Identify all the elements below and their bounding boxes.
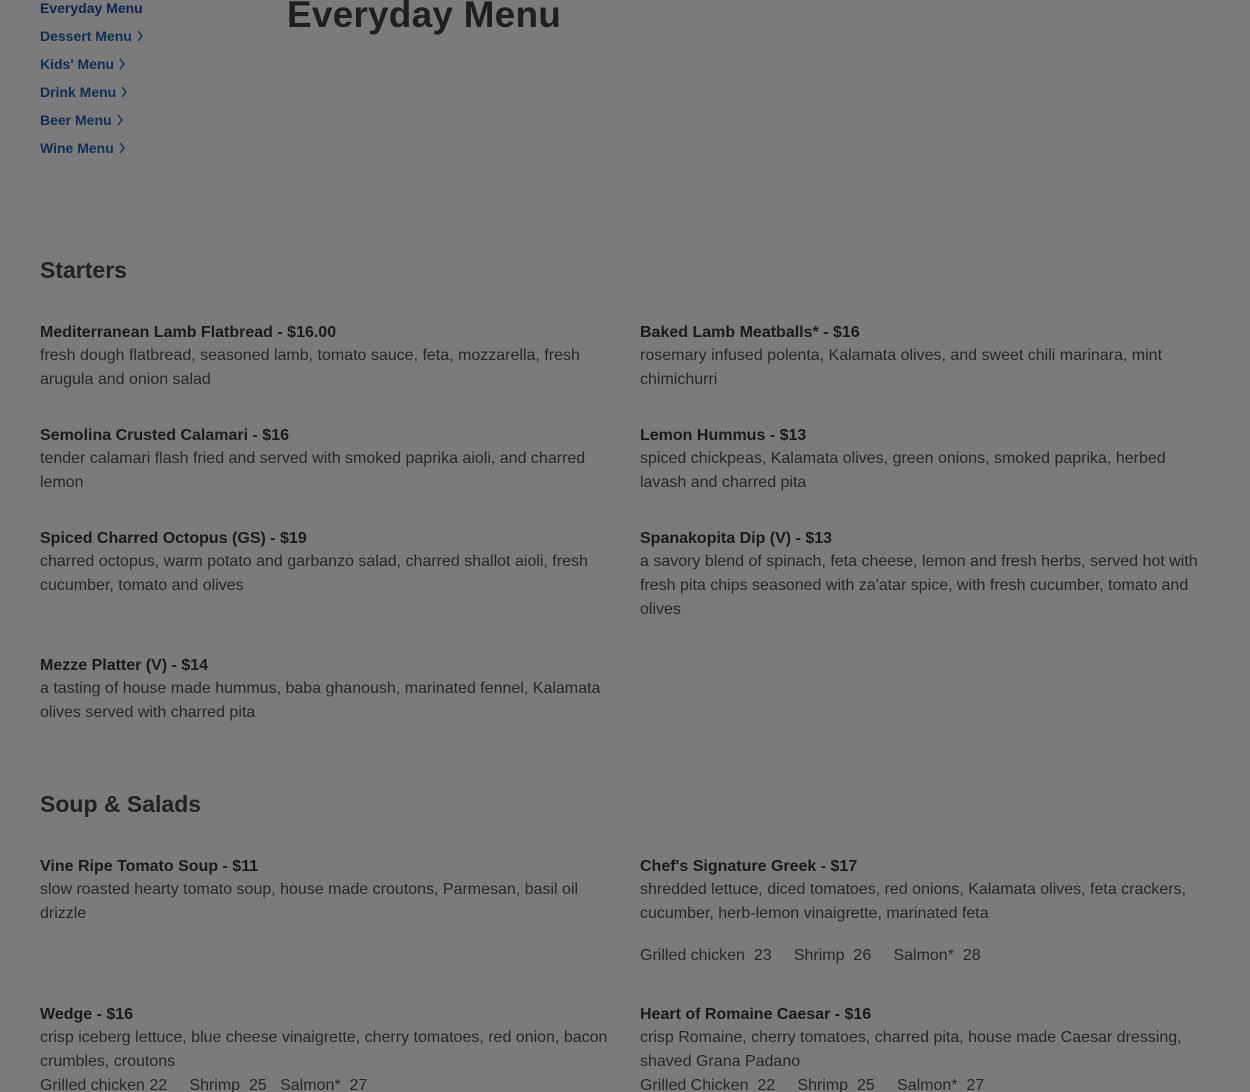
section-heading-soup-salads: Soup & Salads [40, 791, 202, 817]
menu-item-title: Baked Lamb Meatballs* - $16 [640, 324, 860, 341]
menu-item-title: Chef's Signature Greek - $17 [640, 858, 858, 875]
chevron-right-icon [116, 114, 124, 126]
menu-item-title: Semolina Crusted Calamari - $16 [40, 427, 289, 444]
menu-item [40, 856, 610, 926]
menu-item [640, 856, 1210, 968]
nav-item-label: Dessert Menu [40, 28, 132, 44]
menu-nav [40, 0, 144, 162]
menu-item-addons: Grilled chicken 23 Shrimp 26 Salmon* 28 [640, 947, 981, 964]
menu-item-description: slow roasted hearty tomato soup, house made croutons, Parmesan, basil oil drizzle [40, 881, 579, 922]
menu-item-description: crisp iceberg lettuce, blue cheese vinaigrette, cherry tomatoes, red onion, bacon crumbles, croutons [40, 1029, 608, 1070]
menu-item-description: shredded lettuce, diced tomatoes, red onions, Kalamata olives, feta crackers, cucumber, herb-lemon vinaigrette, marinated feta [640, 881, 1187, 922]
menu-item-title: Heart of Romaine Caesar - $16 [640, 1006, 872, 1023]
nav-item-everyday-menu[interactable] [40, 0, 144, 22]
menu-item-description: crisp Romaine, cherry tomatoes, charred pita, house made Caesar dressing, shaved Grana Padano [640, 1029, 1182, 1070]
menu-item-title: Spiced Charred Octopus (GS) - $19 [40, 530, 307, 547]
menu-item [640, 425, 1210, 495]
menu-item [40, 528, 610, 598]
chevron-right-icon [136, 30, 144, 42]
menu-item-addons: Grilled Chicken 22 Shrimp 25 Salmon* 27 [640, 1077, 985, 1092]
section-heading-starters: Starters [40, 257, 127, 283]
chevron-right-icon [118, 58, 126, 70]
menu-item-title: Vine Ripe Tomato Soup - $11 [40, 858, 259, 875]
menu-item [640, 528, 1210, 622]
menu-item [640, 322, 1210, 392]
menu-item-description: rosemary infused polenta, Kalamata olives, and sweet chili marinara, mint chimichurri [640, 347, 1163, 388]
menu-item-title: Mediterranean Lamb Flatbread - $16.00 [40, 324, 337, 341]
menu-item-description: a savory blend of spinach, feta cheese, lemon and fresh herbs, served hot with fresh pita chips seasoned with za'atar spice, with fresh cucumber, tomato and olives [640, 553, 1198, 618]
chevron-right-icon [118, 142, 126, 154]
nav-item-label: Kids' Menu [40, 56, 115, 72]
menu-item [40, 322, 610, 392]
nav-item-label: Everyday Menu [40, 0, 143, 16]
nav-item-kids-menu[interactable] [40, 50, 144, 78]
menu-item [40, 655, 610, 725]
menu-item-description: a tasting of house made hummus, baba ghanoush, marinated fennel, Kalamata olives served with charred pita [40, 680, 601, 721]
page-title: Everyday Menu [287, 0, 562, 35]
menu-item [640, 1004, 1210, 1092]
menu-item-title: Lemon Hummus - $13 [640, 427, 807, 444]
menu-item-title: Spanakopita Dip (V) - $13 [640, 530, 833, 547]
menu-item-description: charred octopus, warm potato and garbanzo salad, charred shallot aioli, fresh cucumber, tomato and olives [40, 553, 588, 594]
nav-item-drink-menu[interactable] [40, 78, 144, 106]
menu-item-description: tender calamari flash fried and served with smoked paprika aioli, and charred lemon [40, 450, 586, 491]
menu-item-addons: Grilled chicken 22 Shrimp 25 Salmon* 27 [40, 1077, 368, 1092]
nav-item-wine-menu[interactable] [40, 134, 144, 162]
menu-item-title: Wedge - $16 [40, 1006, 134, 1023]
nav-item-label: Drink Menu [40, 84, 117, 100]
menu-item [40, 1004, 610, 1092]
menu-item [40, 425, 610, 495]
chevron-right-icon [120, 86, 128, 98]
menu-item-description: fresh dough flatbread, seasoned lamb, tomato sauce, feta, mozzarella, fresh arugula and onion salad [40, 347, 580, 388]
menu-item-description: spiced chickpeas, Kalamata olives, green onions, smoked paprika, herbed lavash and charred pita [640, 450, 1166, 491]
nav-item-label: Beer Menu [40, 112, 112, 128]
nav-item-beer-menu[interactable] [40, 106, 144, 134]
menu-item-title: Mezze Platter (V) - $14 [40, 657, 209, 674]
nav-item-label: Wine Menu [40, 140, 114, 156]
nav-item-dessert-menu[interactable] [40, 22, 144, 50]
